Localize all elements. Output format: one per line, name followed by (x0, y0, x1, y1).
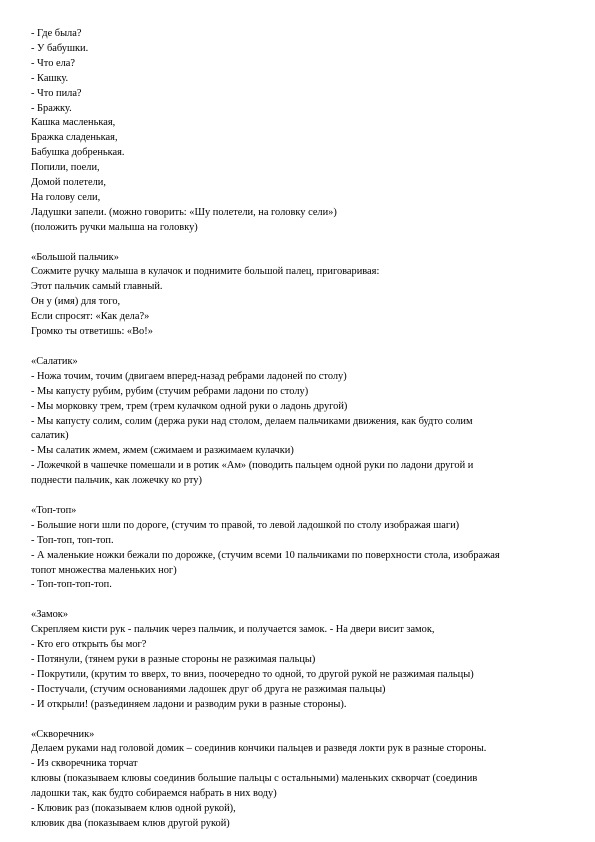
blank-line (31, 713, 576, 728)
text-line: Если спросят: «Как дела?» (31, 311, 150, 323)
text-line: - Что пила? (31, 87, 82, 99)
text-line: «Большой пальчик» (31, 251, 119, 263)
text-line: Бабушка добренькая. (31, 147, 125, 159)
text-line: - Ножа точим, точим (двигаем вперед-назад ребрами ладоней по столу) (31, 370, 347, 382)
text-line: - Постучали, (стучим основаниями ладошек друг об друга не разжимая пальцы) (31, 683, 386, 695)
text-line: Громко ты ответишь: «Во!» (31, 326, 153, 338)
document-body (31, 27, 576, 832)
text-line: клювик два (показываем клюв другой рукой) (31, 817, 230, 829)
text-line: Скрепляем кисти рук - пальчик через пальчик, и получается замок. - На двери висит замок, (31, 624, 435, 636)
text-line: топот множества маленьких ног) (31, 564, 177, 576)
text-line: - Топ-топ-топ-топ. (31, 579, 112, 591)
text-line: - У бабушки. (31, 42, 89, 54)
text-line: Сожмите ручку малыша в кулачок и поднимите большой палец, приговаривая: (31, 266, 380, 278)
text-line: Этот пальчик самый главный. (31, 281, 163, 293)
text-line: «Салатик» (31, 355, 78, 367)
text-line: - Покрутили, (крутим то вверх, то вниз, поочередно то одной, то другой рукой не разжимая пальцы) (31, 668, 474, 680)
text-line: - Большие ноги шли по дороге, (стучим то правой, то левой ладошкой по столу изображая шаги) (31, 519, 460, 531)
text-line: «Замок» (31, 609, 69, 621)
blank-line (31, 489, 576, 504)
text-line: салатик) (31, 430, 69, 442)
text-line: - Мы капусту солим, солим (держа руки над столом, делаем пальчиками движения, как будто солим (31, 415, 473, 427)
text-line: - Мы морковку трем, трем (трем кулачком одной руки о ладонь другой) (31, 400, 348, 412)
text-line: - Мы салатик жмем, жмем (сжимаем и разжимаем кулачки) (31, 445, 294, 457)
text-line: - Ложечкой в чашечке помешали и в ротик «Ам» (поводить пальцем одной руки по ладони другой и (31, 460, 474, 472)
text-line: Делаем руками над головой домик – соединив кончики пальцев и разведя локти рук в разные стороны. (31, 743, 487, 755)
text-line: - Где была? (31, 28, 82, 39)
text-line: Бражка сладенькая, (31, 132, 118, 144)
text-line: - Кто его открыть бы мог? (31, 639, 147, 651)
text-line: На голову сели, (31, 191, 101, 203)
blank-line (31, 340, 576, 355)
text-line: - Что ела? (31, 57, 76, 69)
text-line: - А маленькие ножки бежали по дорожке, (стучим всеми 10 пальчиками по поверхности стола, изображая (31, 549, 500, 561)
text-line: - Мы капусту рубим, рубим (стучим ребрами ладони по столу) (31, 385, 309, 397)
text-line: - Бражку. (31, 102, 72, 114)
text-line: - Кашку. (31, 72, 69, 84)
blank-line (31, 236, 576, 251)
text-line: Ладушки запели. (можно говорить: «Шу полетели, на головку сели») (31, 206, 337, 218)
text-line: - Топ-топ, топ-топ. (31, 534, 114, 546)
text-line: - Клювик раз (показываем клюв одной рукой), (31, 803, 236, 815)
text-line: - И открыли! (разъединяем ладони и разводим руки в разные стороны). (31, 698, 347, 710)
text-line: поднести пальчик, как ложечку ко рту) (31, 475, 202, 487)
text-line: Он у (имя) для того, (31, 296, 121, 308)
text-line: Домой полетели, (31, 177, 106, 189)
text-line: - Потянули, (тянем руки в разные стороны не разжимая пальцы) (31, 654, 316, 665)
text-line: «Топ-топ» (31, 504, 77, 516)
text-line: «Скворечник» (31, 728, 95, 740)
text-line: - Из скворечника торчат (31, 758, 138, 770)
text-line: ладошки так, как будто собираемся набрать в них воду) (31, 788, 277, 800)
blank-line (31, 593, 576, 608)
text-line: (положить ручки малыша на головку) (31, 221, 198, 233)
text-line: клювы (показываем клювы соединив большие пальцы с остальными) маленьких скворчат (соединив (31, 773, 478, 785)
text-line: Кашка масленькая, (31, 117, 116, 129)
text-line: Попили, поели, (31, 162, 100, 174)
